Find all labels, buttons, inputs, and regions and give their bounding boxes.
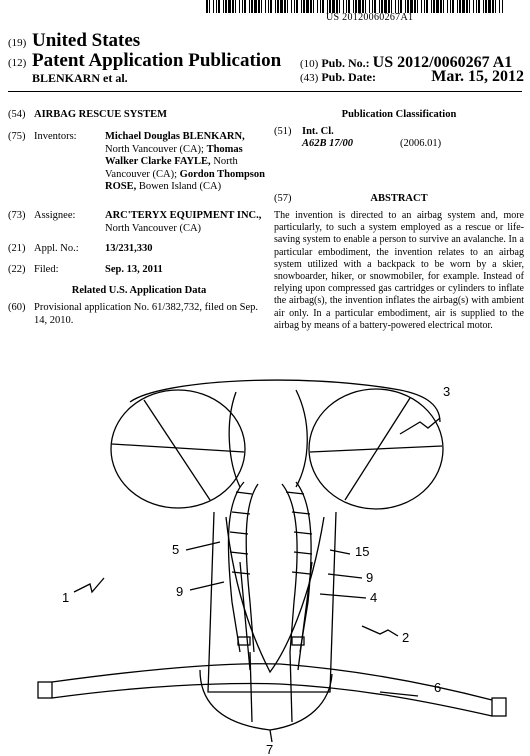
reference-numerals: [62, 384, 450, 756]
int-class: A62B 17/00: [302, 138, 354, 149]
appl-code: (21): [8, 243, 26, 254]
pub-date-line: [300, 70, 524, 85]
inventors-list: [105, 131, 265, 194]
ref-5: 5: [172, 542, 180, 557]
inventors-label: Inventors:: [34, 131, 77, 142]
code-19: (19): [8, 37, 27, 49]
ref-3: 3: [443, 384, 451, 399]
code-12: (12): [8, 57, 27, 69]
prov-code: (60): [8, 302, 26, 313]
inventors-code: (75): [8, 131, 26, 142]
int-year: (2006.01): [400, 138, 442, 149]
int-class-field: [274, 126, 524, 154]
filed-code: (22): [8, 264, 26, 275]
abs-title: ABSTRACT: [370, 193, 428, 204]
assignee-loc: North Vancouver (CA): [105, 222, 202, 234]
filed-value: Sep. 13, 2011: [105, 264, 163, 275]
ref-2: 2: [402, 630, 410, 645]
pub-type-line: [8, 50, 281, 72]
country-line: [8, 30, 140, 52]
int-code: (51): [274, 126, 292, 137]
patent-drawing: [0, 352, 530, 756]
abs-code: (57): [274, 193, 292, 204]
inventor-short: BLENKARN et al.: [32, 71, 128, 85]
ref-7: 7: [266, 742, 274, 756]
related-title: Related U.S. Application Data: [71, 285, 207, 296]
assignee-name: ARC'TERYX EQUIPMENT INC.,: [105, 210, 262, 221]
code-43: (43): [300, 72, 319, 84]
barcode-number: US 20120060267A1: [326, 12, 414, 23]
pub-date-label: Pub. Date:: [321, 70, 376, 84]
inventor-loc: North Vancouver (CA);: [105, 143, 204, 155]
assignee-code: (73): [8, 210, 26, 221]
appl-label: Appl. No.:: [34, 243, 79, 254]
pub-class-title: Publication Classification: [341, 109, 457, 120]
assignee-label: Assignee:: [34, 210, 76, 221]
title: AIRBAG RESCUE SYSTEM: [34, 109, 168, 120]
inventor-name: Michael Douglas BLENKARN,: [105, 131, 245, 142]
right-airbag: [309, 389, 443, 509]
appl-value: 13/231,330: [105, 243, 153, 254]
inventor-loc: North Vancouver (CA);: [105, 156, 238, 180]
ref-6: 6: [434, 680, 442, 695]
filed-label: Filed:: [34, 264, 59, 275]
pub-date-value: Mar. 15, 2012: [431, 68, 524, 85]
inventor-name: Gordon Thompson ROSE,: [105, 168, 265, 192]
header-rule: [8, 91, 522, 92]
title-code: (54): [8, 109, 26, 120]
int-label: Int. Cl.: [302, 126, 334, 137]
inventors-field: [0, 131, 270, 201]
ref-15: 15: [355, 544, 370, 559]
pub-type: Patent Application Publication: [32, 50, 282, 71]
reference-leaders: [74, 418, 440, 742]
country: United States: [32, 30, 141, 51]
inventor-name: Thomas Walker Clarke FAYLE,: [105, 143, 243, 167]
ref-9-left: 9: [176, 584, 184, 599]
right-shoulder-strap: [282, 482, 312, 652]
prov-text: Provisional application No. 61/382,732, filed on Sep. 14, 2010.: [34, 302, 258, 326]
code-10: (10): [300, 58, 319, 70]
headrest-outline: [130, 380, 440, 487]
pub-no-label: Pub. No.:: [321, 56, 370, 70]
left-airbag: [111, 390, 245, 508]
inventor-loc: Bowen Island (CA): [138, 181, 222, 192]
pub-no-value: US 2012/0060267 A1: [372, 54, 513, 71]
ref-1: 1: [62, 590, 70, 605]
assignee-value: [105, 210, 265, 235]
ref-4: 4: [370, 590, 378, 605]
left-shoulder-strap: [228, 482, 258, 652]
ref-9-right: 9: [366, 570, 374, 585]
abstract-text: The invention is directed to an airbag system and, more particularly, to such a system employed as a rescue or life-saving system to enable a person to survive an avalanche. In a particular embodiment, the invention relates to an airbag system utilized with a backpack to be worn by a skier, snowboarder, hiker, or snowmobiler, for example. Instead of relying upon compressed gas cartridges or cylinders to inflate the airbag(s), the invention inflates the airbag(s) with ambient air only. In a particular embodiment, air is supplied to the airbag by means of a battery-powered electrical motor.: [274, 210, 524, 331]
